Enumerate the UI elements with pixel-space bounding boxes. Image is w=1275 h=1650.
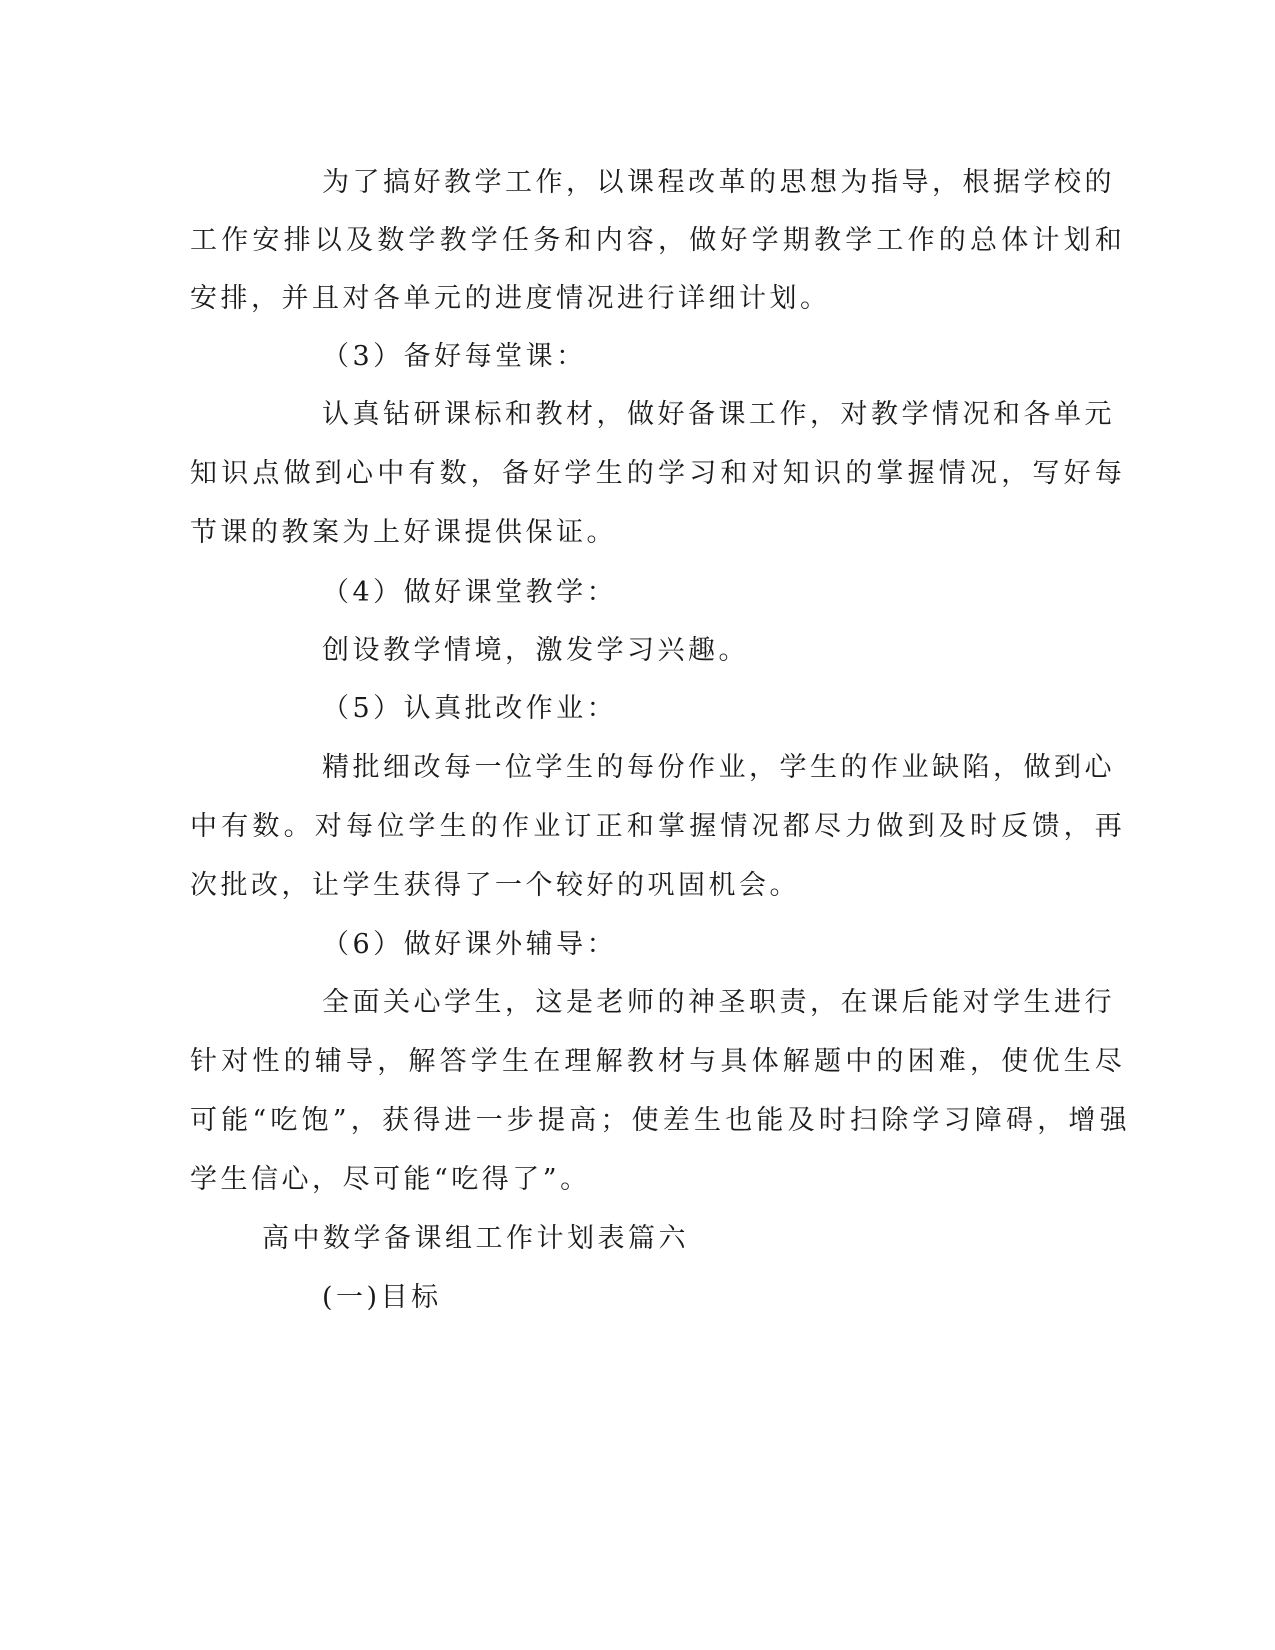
- paragraph-line: 次批改，让学生获得了一个较好的巩固机会。: [190, 870, 800, 901]
- section-heading: （6）做好课外辅导：: [322, 929, 618, 960]
- paragraph-line: 知识点做到心中有数，备好学生的学习和对知识的掌握情况，写好每: [190, 458, 1126, 489]
- paragraph-line: 全面关心学生，这是老师的神圣职责，在课后能对学生进行: [322, 987, 1115, 1018]
- section-heading: （4）做好课堂教学：: [322, 577, 618, 608]
- subheading: (一)目标: [322, 1282, 442, 1313]
- paragraph-line: 为了搞好教学工作，以课程改革的思想为指导，根据学校的: [322, 167, 1115, 198]
- paragraph-line: 节课的教案为上好课提供保证。: [190, 517, 617, 548]
- paragraph-line: 认真钻研课标和教材，做好备课工作，对教学情况和各单元: [322, 399, 1115, 430]
- paragraph-line: 中有数。对每位学生的作业订正和掌握情况都尽力做到及时反馈，再: [190, 811, 1126, 842]
- paragraph-line: 针对性的辅导，解答学生在理解教材与具体解题中的困难，使优生尽: [190, 1046, 1126, 1077]
- paragraph-line: 学生信心，尽可能“吃得了”。: [190, 1164, 591, 1195]
- paragraph-line: 安排，并且对各单元的进度情况进行详细计划。: [190, 283, 831, 314]
- paragraph-line: 工作安排以及数学教学任务和内容，做好学期教学工作的总体计划和: [190, 225, 1126, 256]
- paragraph-line: 精批细改每一位学生的每份作业，学生的作业缺陷，做到心: [322, 752, 1115, 783]
- section-title: 高中数学备课组工作计划表篇六: [262, 1223, 689, 1254]
- section-heading: （3）备好每堂课：: [322, 341, 587, 372]
- paragraph-line: 可能“吃饱”，获得进一步提高；使差生也能及时扫除学习障碍，增强: [190, 1105, 1131, 1136]
- paragraph-line: 创设教学情境，激发学习兴趣。: [322, 635, 749, 666]
- section-heading: （5）认真批改作业：: [322, 693, 618, 724]
